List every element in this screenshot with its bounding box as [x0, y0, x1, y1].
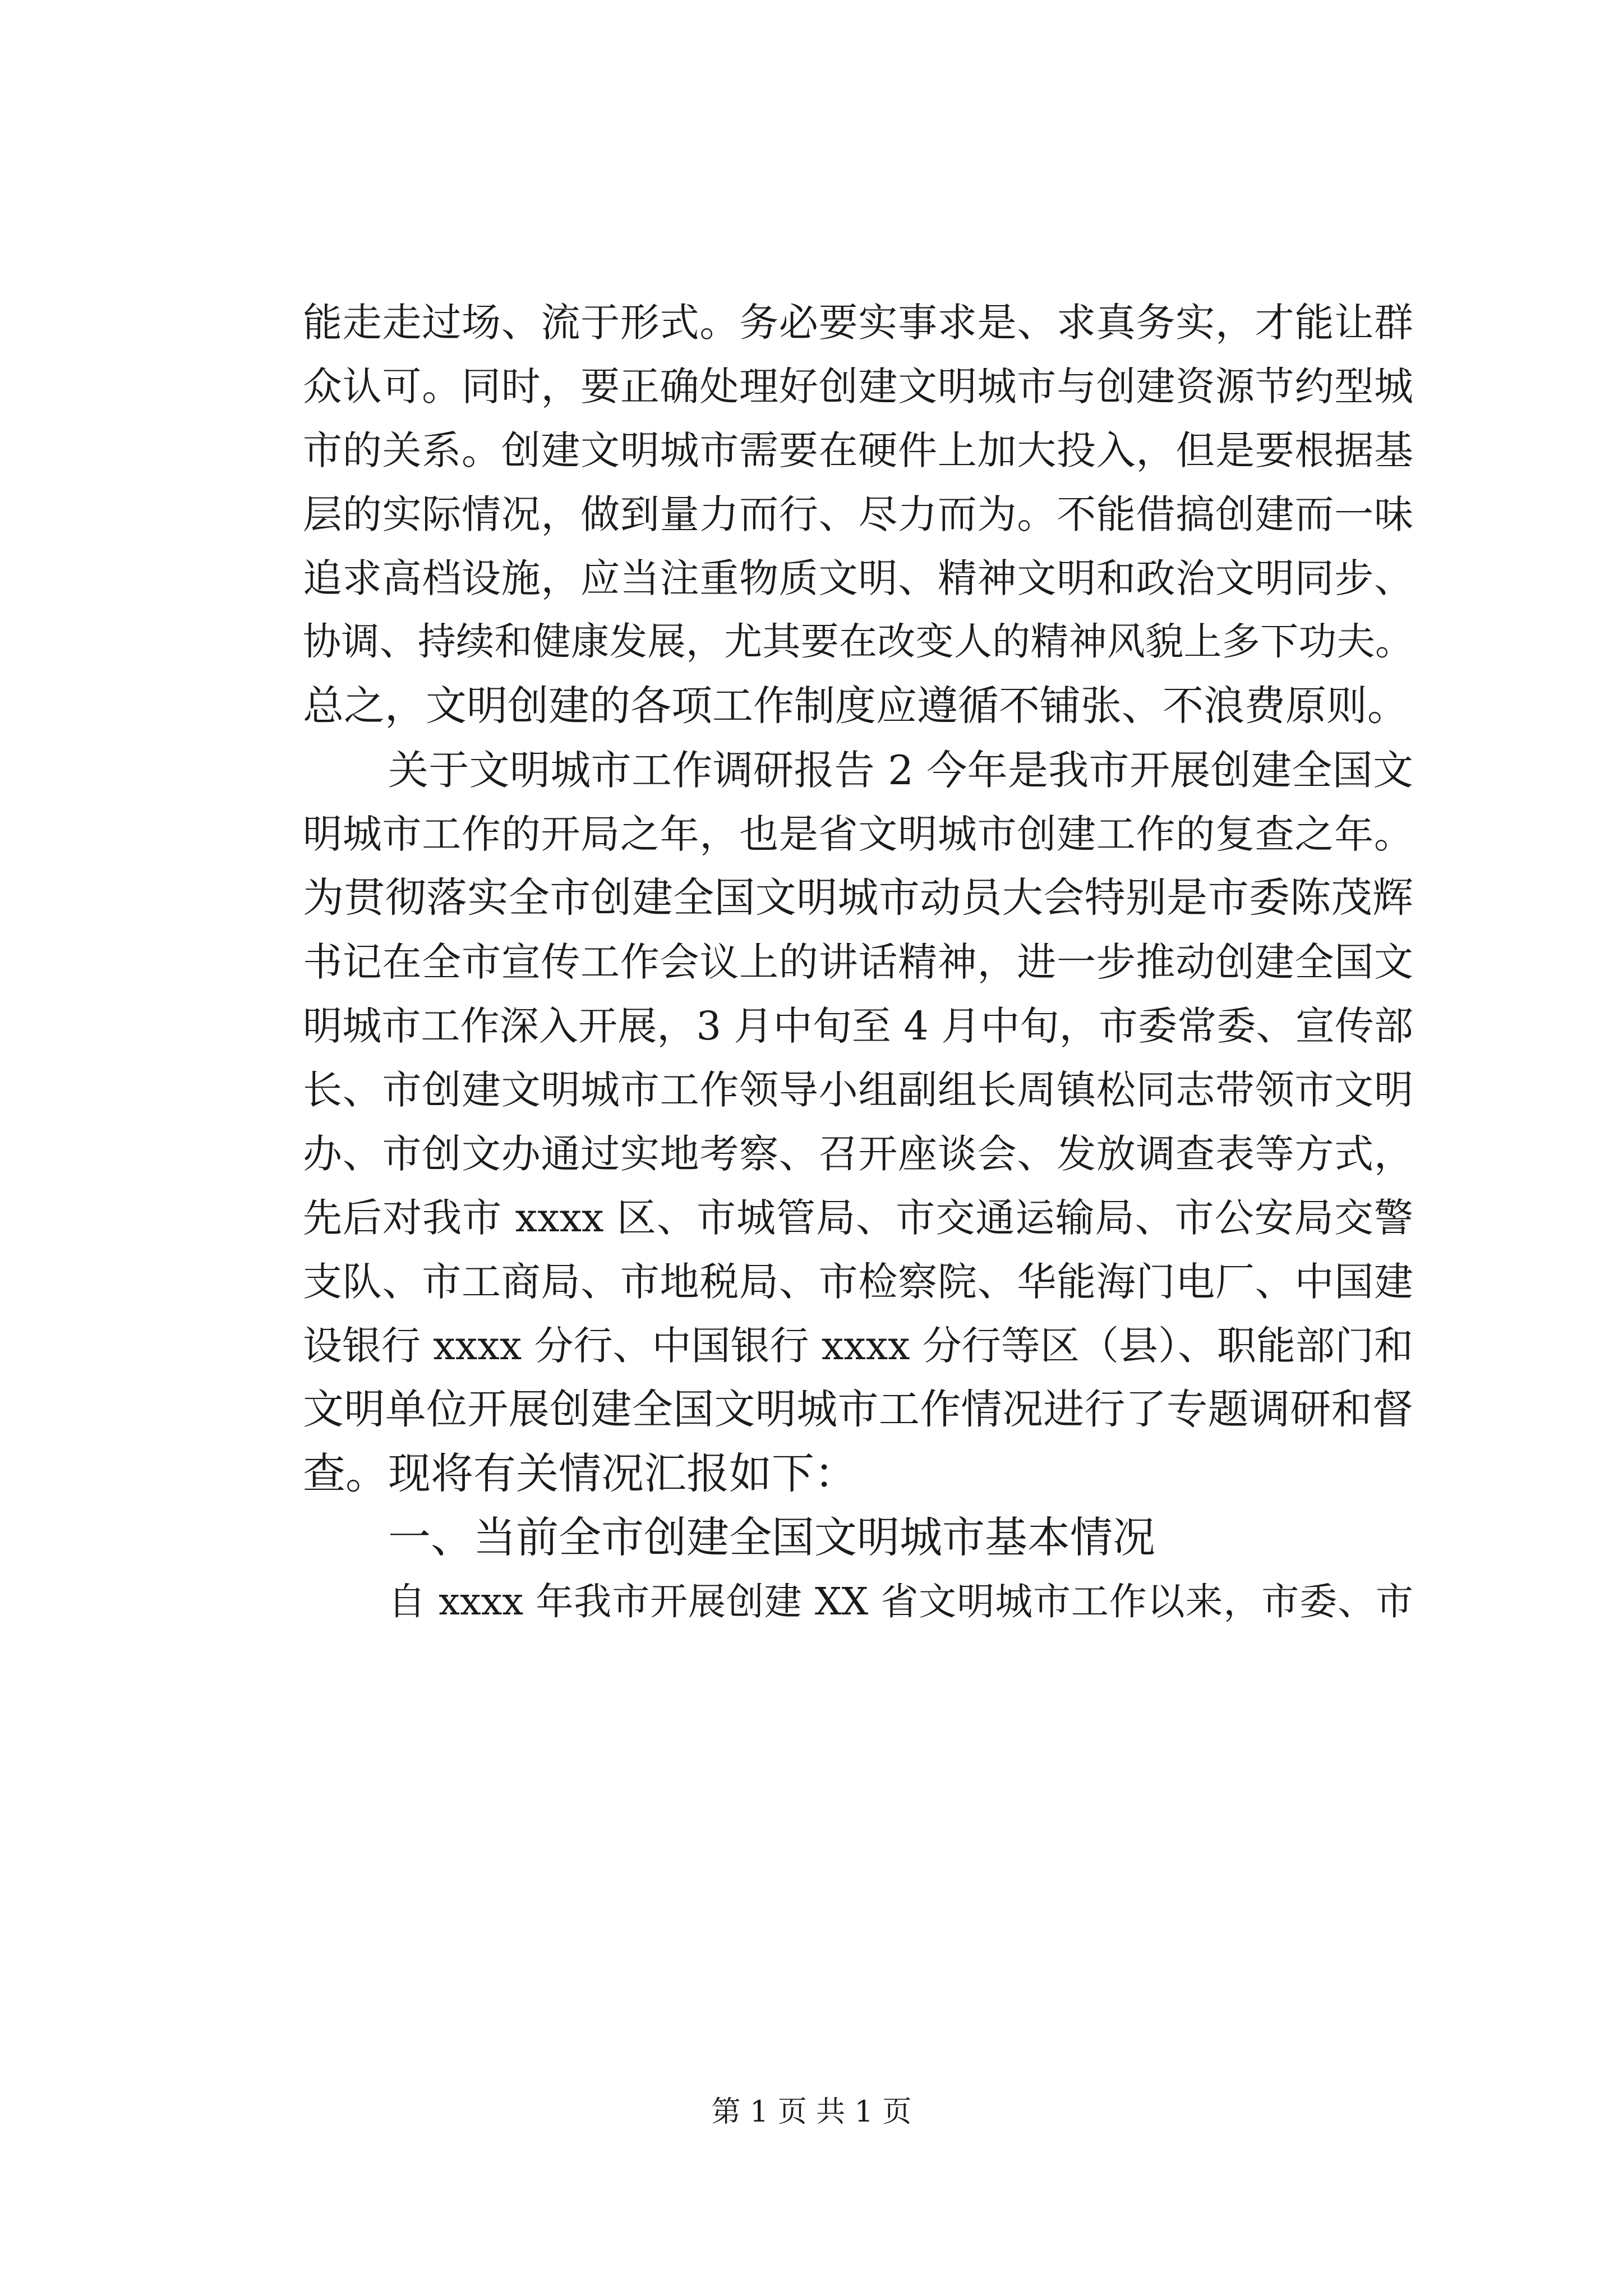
text-line: 明城市工作的开局之年，也是省文明城市创建工作的复查之年。 — [303, 811, 1413, 857]
text-line: 查。现将有关情况汇报如下： — [303, 1448, 857, 1498]
text-line: 先后对我市 xxxx 区、市城管局、市交通运输局、市公安局交警 — [303, 1195, 1413, 1241]
text-line: 追求高档设施，应当注重物质文明、精神文明和政治文明同步、 — [303, 555, 1413, 601]
text-line: 总之，文明创建的各项工作制度应遵循不铺张、不浪费原则。 — [303, 682, 1408, 730]
text-line: 明城市工作深入开展，3 月中旬至 4 月中旬，市委常委、宣传部 — [303, 1003, 1413, 1049]
text-line: 市的关系。创建文明城市需要在硬件上加大投入，但是要根据基 — [303, 427, 1413, 473]
text-line: 协调、持续和健康发展，尤其要在改变人的精神风貌上多下功夫。 — [303, 620, 1413, 664]
text-line: 为贯彻落实全市创建全国文明城市动员大会特别是市委陈茂辉 — [303, 874, 1413, 922]
page-footer: 第 1 页 共 1 页 — [711, 2095, 912, 2129]
section-heading: 一、当前全市创建全国文明城市基本情况 — [388, 1512, 1155, 1562]
text-line: 办、市创文办通过实地考察、召开座谈会、发放调查表等方式， — [303, 1131, 1413, 1177]
paragraph-start-line: 关于文明城市工作调研报告 2 今年是我市开展创建全国文 — [388, 747, 1413, 794]
text-line: 长、市创建文明城市工作领导小组副组长周镇松同志带领市文明 — [303, 1067, 1413, 1113]
text-line: 书记在全市宣传工作会议上的讲话精神，进一步推动创建全国文 — [303, 939, 1413, 985]
text-line: 设银行 xxxx 分行、中国银行 xxxx 分行等区（县）、职能部门和 — [303, 1323, 1413, 1369]
text-line: 众认可。同时，要正确处理好创建文明城市与创建资源节约型城 — [303, 364, 1413, 409]
text-line: 文明单位开展创建全国文明城市工作情况进行了专题调研和督 — [303, 1386, 1413, 1433]
document-body — [303, 291, 1413, 1634]
text-line: 能走走过场、流于形式。务必要实事求是、求真务实，才能让群 — [303, 300, 1413, 346]
paragraph-start-line: 自 xxxx 年我市开展创建 XX 省文明城市工作以来，市委、市 — [388, 1580, 1413, 1623]
text-line: 支队、市工商局、市地税局、市检察院、华能海门电厂、中国建 — [303, 1259, 1413, 1305]
text-line: 层的实际情况，做到量力而行、尽力而为。不能借搞创建而一味 — [303, 491, 1413, 537]
